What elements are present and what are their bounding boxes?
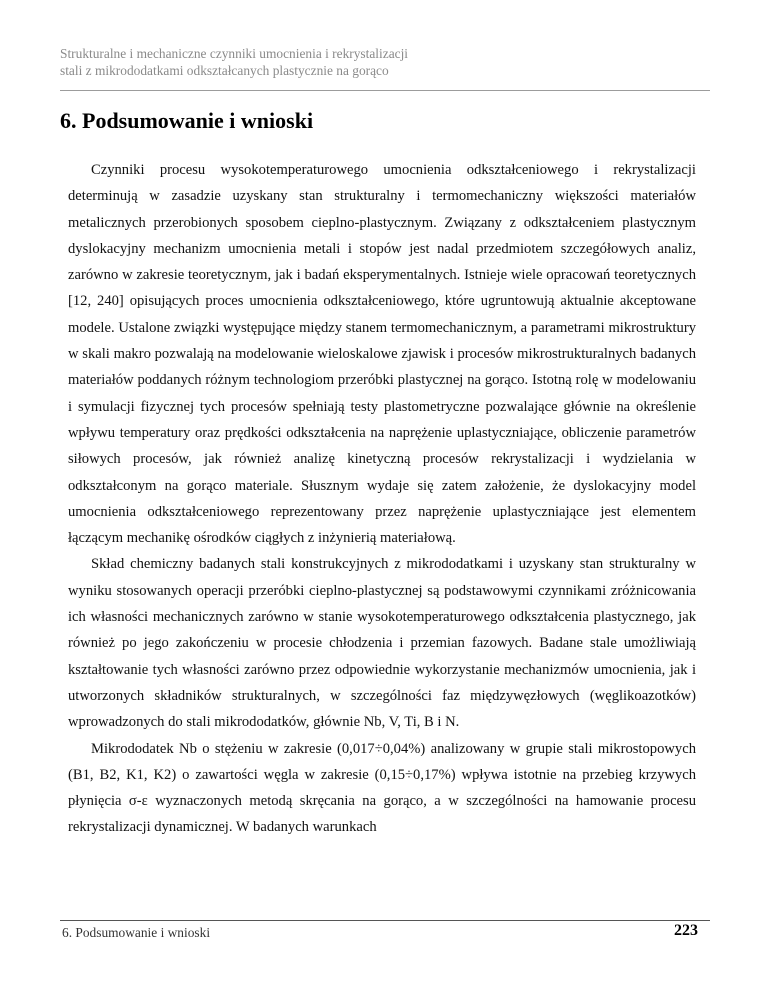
running-header [60,46,710,79]
paragraph-3: Mikrododatek Nb o stężeniu w zakresie (0,017÷0,04%) analizowany w grupie stali mikrostopowych (B1, B2, K1, K2) o zawartości węgla w zakresie (0,15÷0,17%) wpływa istotnie na przebieg krzywych płynięcia σ-ε wyznaczonych metodą skręcania na gorąco, a w szczególności na hamowanie procesu rekrystalizacji dynamicznej. W badanych warunkach [68,740,696,836]
paragraph-2: Skład chemiczny badanych stali konstrukcyjnych z mikrododatkami i uzyskany stan strukturalny w wyniku stosowanych operacji przeróbki cieplno-plastycznej są podstawowymi czynnikami zróżnicowania ich własności mechanicznych zarówno w stanie wysokotemperaturowego odkształcenia plastycznego, jak również po jego zakończeniu w procesie chłodzenia i przemian fazowych. Badane stale umożliwiają kształtowanie tych własności zarówno przez odpowiednie wykorzystanie mechanizmów umocnienia, jak i utworzonych składników strukturalnych, w szczególności faz międzywęzłowych (węglikoazotków) wprowadzonych do stali mikrododatków, głównie Nb, V, Ti, B i N. [68,556,696,731]
header-divider [60,90,710,91]
running-header-line-1: Strukturalne i mechaniczne czynniki umocnienia i rekrystalizacji [60,46,409,61]
chapter-title: 6. Podsumowanie i wnioski [60,108,314,133]
footer-divider [60,920,710,921]
paragraph-1: Czynniki procesu wysokotemperaturowego umocnienia odkształceniowego i rekrystalizacji determinują w zasadzie uzyskany stan strukturalny i termomechaniczny większości materiałów metalicznych przerobionych sposobem cieplno-plastycznym. Związany z odkształceniem plastycznym dyslokacyjny mechanizm umocnienia metali i stopów jest nadal przedmiotem szczegółowych analiz, zarówno w zakresie teoretycznym, jak i badań eksperymentalnych. Istnieje wiele opracowań teoretycznych [12, 240] opisujących proces umocnienia odkształceniowego, które ugruntowują aktualnie akceptowane modele. Ustalone związki występujące między stanem termomechanicznym, a parametrami mikrostruktury w skali makro pozwalają na modelowanie wieloskalowe zjawisk i procesów mikrostrukturalnych badanych materiałów poddanych różnym technologiom przeróbki plastycznej na gorąco. Istotną rolę w modelowaniu i symulacji fizycznej tych procesów spełniają testy plastometryczne pozwalające głównie na określenie wpływu temperatury oraz prędkości odkształcenia na naprężenie uplastyczniające, obliczenie parametrów siłowych procesów, jak również analizę kinetyczną procesów rekrystalizacji i wydzielania w odkształconym na gorąco materiale. Słusznym wydaje się zatem założenie, że dyslokacyjny model umocnienia odkształceniowego reprezentowany przez naprężenie uplastyczniające jest elementem łączącym mechanikę ośrodków ciągłych z inżynierią materiałową. [68,162,696,547]
body-text [68,157,696,841]
page-number: 223 [674,922,698,939]
running-header-line-2: stali z mikrododatkami odkształcanych plastycznie na gorąco [60,62,389,78]
footer-section-title: 6. Podsumowanie i wnioski [62,925,211,940]
